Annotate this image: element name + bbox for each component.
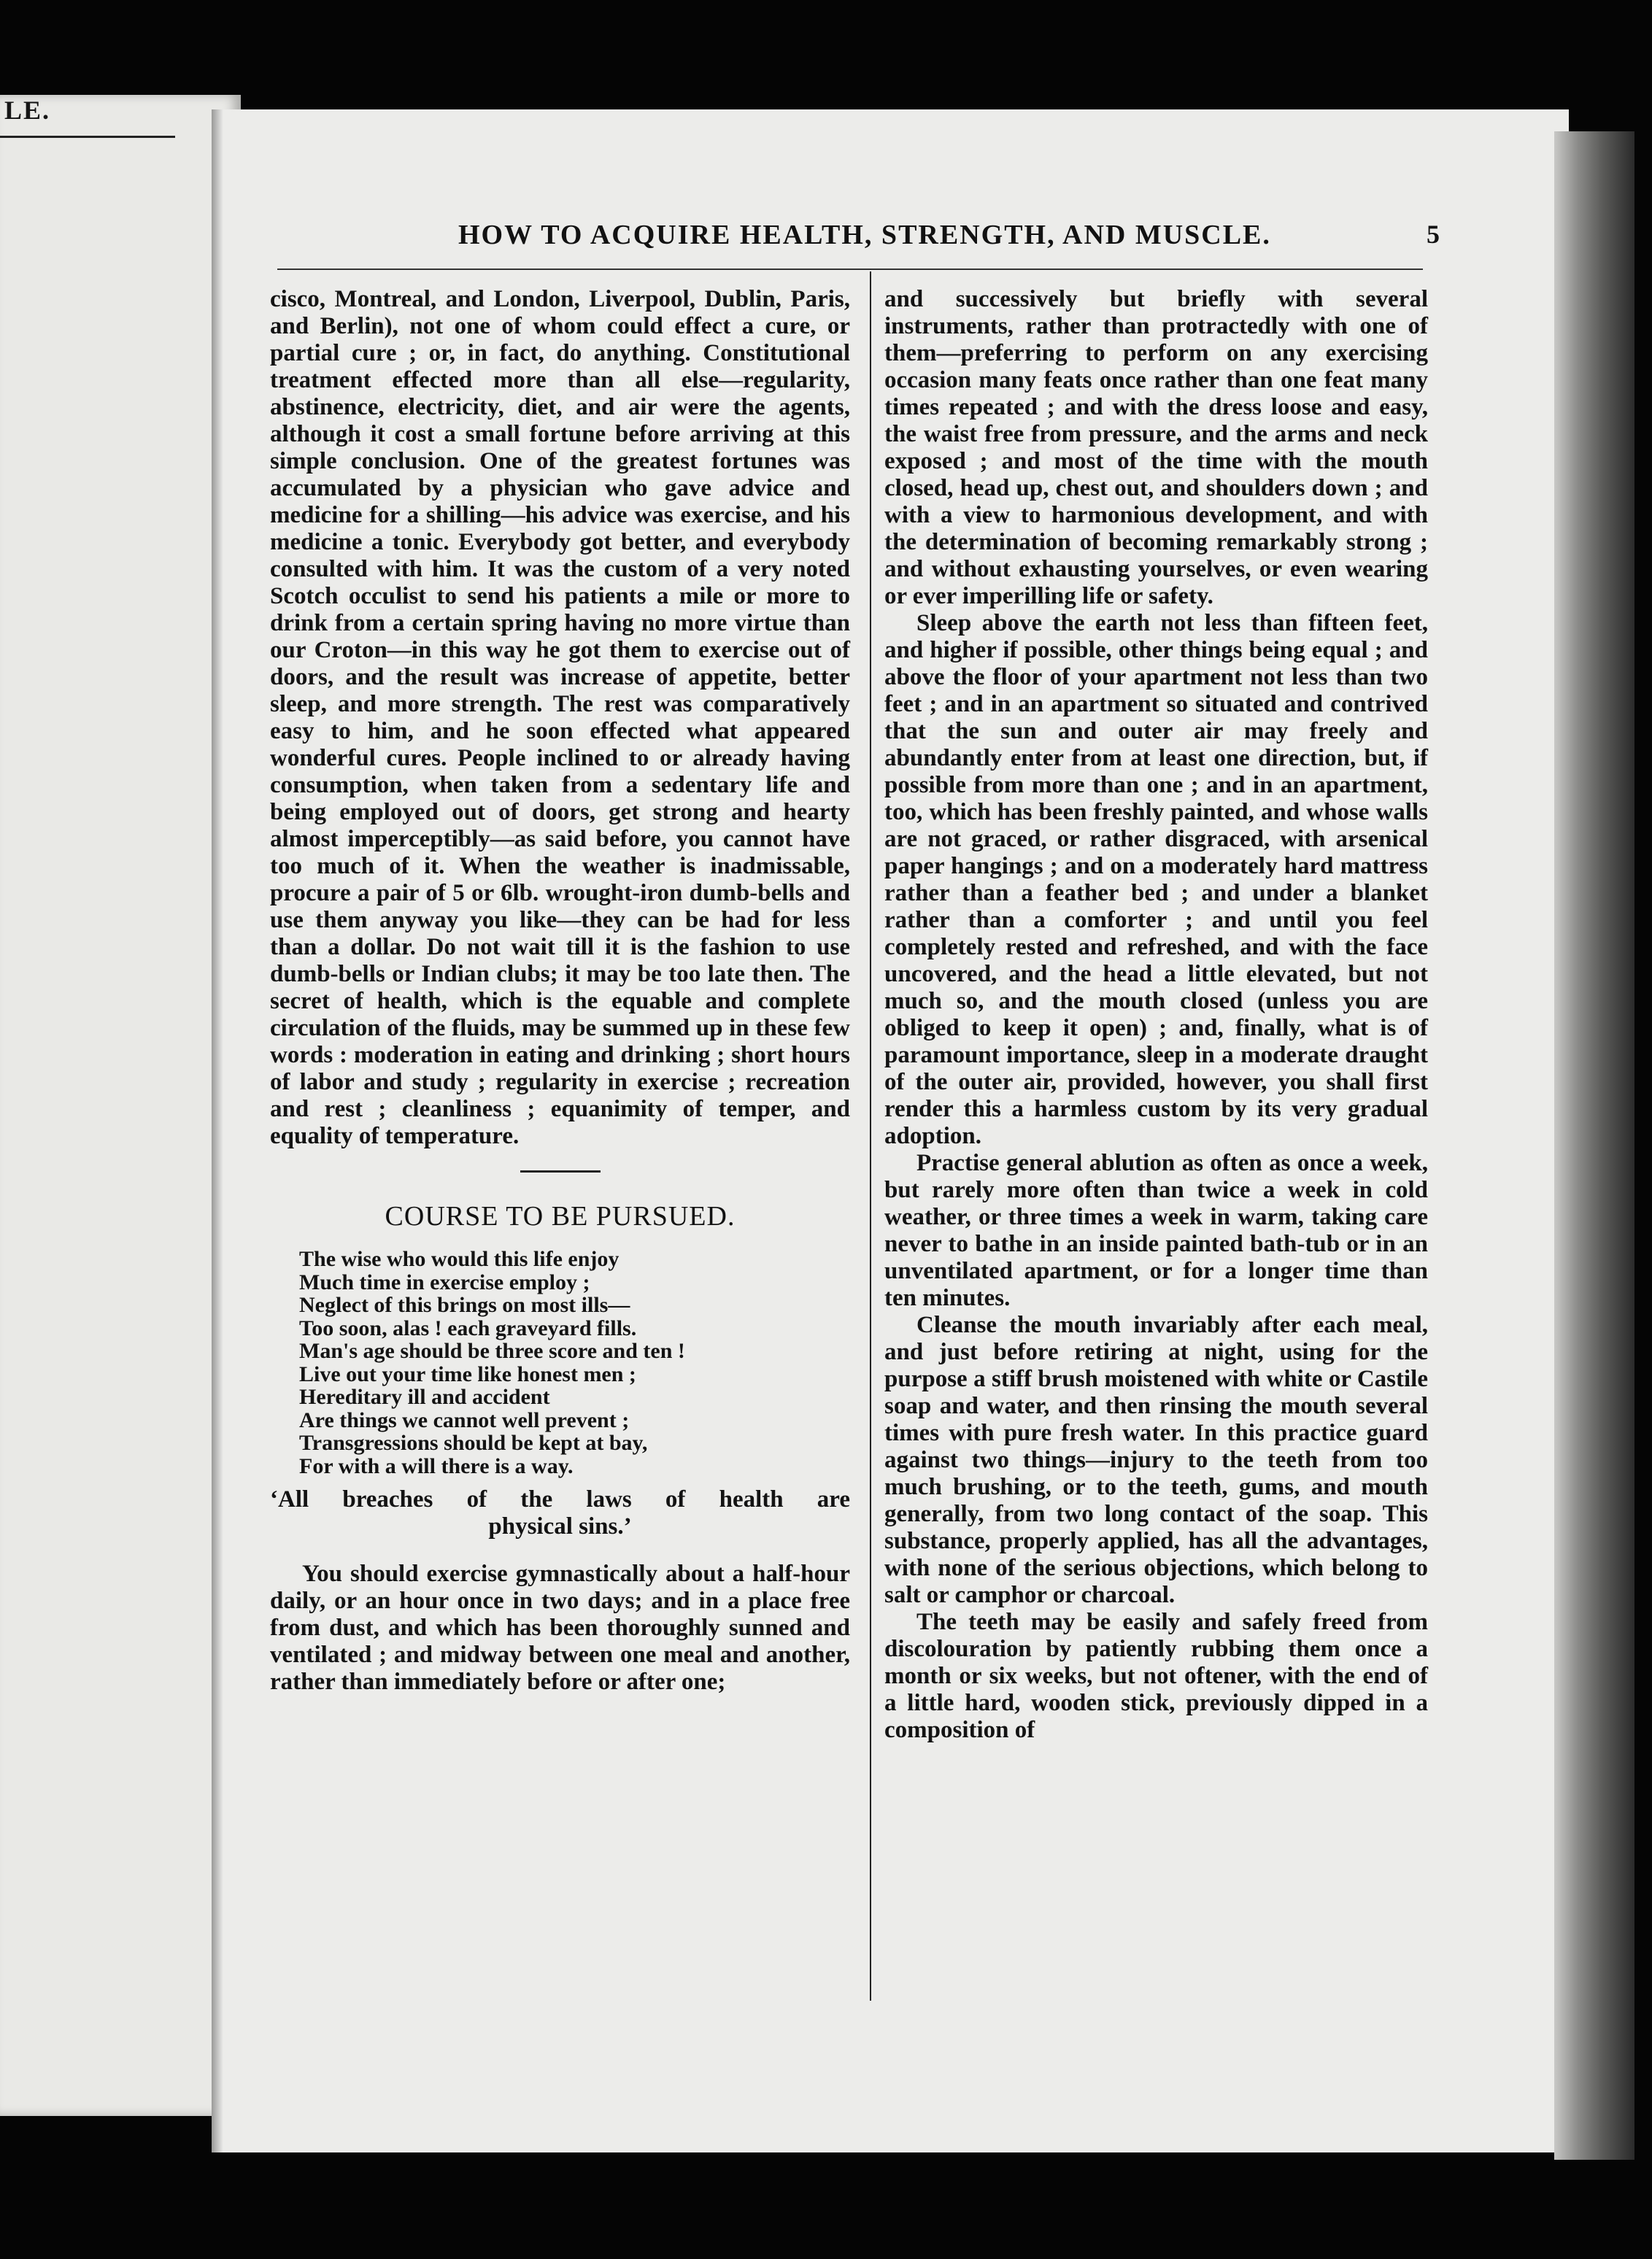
facing-page-header: LE.	[4, 96, 51, 125]
running-head: HOW TO ACQUIRE HEALTH, STRENGTH, AND MUSCLE.	[458, 220, 1271, 250]
poem-line: Neglect of this brings on most ills—	[299, 1293, 630, 1317]
poem-line: Transgressions should be kept at bay,	[299, 1431, 648, 1455]
quote-line-1: ‘All breaches of the laws of health are	[270, 1486, 850, 1513]
header-rule	[277, 269, 1423, 270]
page-gutter-shadow	[212, 109, 223, 2152]
right-paragraph-3: Practise general ablution as often as once a week, but rarely more often than twice a week in cold weather, or three times a week in warm, taking care never to bathe in an inside painted bath-tub or in an unventilated apartment, or for a longer time than ten minutes.	[884, 1150, 1428, 1311]
section-title: COURSE TO BE PURSUED.	[385, 1201, 736, 1232]
right-paragraph-4: Cleanse the mouth invariably after each meal, and just before retiring at night, using for the purpose a stiff brush moistened with white or Castile soap and water, and then rinsing the mouth several times with pure fresh water. In this practice guard against two things—injury to the teeth from too much brushing, or to the teeth, gums, and mouth generally, from two long contact of the soap. This substance, properly applied, has all the advantages, with none of the serious objections, which belong to salt or camphor or charcoal.	[884, 1312, 1428, 1608]
left-column	[270, 286, 850, 1696]
quote-line-2: physical sins.’	[488, 1513, 632, 1540]
poem	[299, 1248, 850, 1478]
quote	[270, 1486, 850, 1540]
poem-line: Man's age should be three score and ten !	[299, 1339, 685, 1363]
poem-line: Too soon, alas ! each graveyard fills.	[299, 1316, 637, 1340]
facing-page	[0, 95, 241, 2116]
poem-line: Live out your time like honest men ;	[299, 1362, 636, 1386]
poem-line: Hereditary ill and accident	[299, 1385, 550, 1409]
facing-page-rule	[0, 136, 175, 138]
poem-line: For with a will there is a way.	[299, 1453, 574, 1478]
right-paragraph-1: and successively but briefly with several instruments, rather than protractedly with one of them—preferring to perform on any exercising occasion many feats once rather than one feat many times repeated ; and with the dress loose and easy, the waist free from pressure, and the arms and neck exposed ; and most of the time with the mouth closed, head up, chest out, and shoulders down ; and with a view to harmonious development, and with the determination of becoming remarkably strong ; and without exhausting yourselves, or even wearing or ever imperilling life or safety.	[884, 286, 1428, 609]
right-column	[884, 286, 1428, 1744]
left-paragraph-2: You should exercise gymnastically about a half-hour daily, or an hour once in two days; and in a place free from dust, and which has been thoroughly sunned and ventilated ; and midway between one meal and another, rather than immediately before or after one;	[270, 1561, 850, 1695]
right-paragraph-2: Sleep above the earth not less than fifteen feet, and higher if possible, other things being equal ; and above the floor of your apartment not less than two feet ; and in an apartment so situated and contrived that the sun and outer air may freely and abundantly enter from at least one direction, but, if possible from more than one ; and in an apartment, too, which has been freshly painted, and whose walls are not graced, or rather disgraced, with arsenical paper hangings ; and on a moderately hard mattress rather than a feather bed ; and under a blanket rather than a comforter ; and until you feel completely rested and refreshed, and with the face uncovered, and the head a little elevated, but not much so, and the mouth closed (unless you are obliged to keep it open) ; and, finally, what is of paramount importance, sleep in a moderate draught of the outer air, provided, however, you shall first render this a harmless custom by its very gradual adoption.	[884, 610, 1428, 1149]
page-number: 5	[1427, 220, 1440, 249]
right-paragraph-5: The teeth may be easily and safely freed from discolouration by patiently rubbing them once a month or six weeks, but not oftener, with the end of a little hard, wooden stick, previously dipped in a composition of	[884, 1609, 1428, 1743]
poem-line: Much time in exercise employ ;	[299, 1270, 590, 1294]
section-rule	[520, 1170, 601, 1173]
poem-line: The wise who would this life enjoy	[299, 1247, 620, 1271]
column-divider	[870, 271, 871, 2001]
poem-line: Are things we cannot well prevent ;	[299, 1407, 630, 1432]
left-paragraph-1: cisco, Montreal, and London, Liverpool, Dublin, Paris, and Berlin), not one of whom could effect a cure, or partial cure ; or, in fact, do anything. Constitutional treatment effected more than all else—regularity, abstinence, electricity, diet, and air were the agents, although it cost a small fortune before arriving at this simple conclusion. One of the greatest fortunes was accumulated by a physician who gave advice and medicine for a shilling—his advice was exercise, and his medicine a tonic. Everybody got better, and everybody consulted with him. It was the custom of a very noted Scotch occulist to send his patients a mile or more to drink from a certain spring having no more virtue than our Croton—in this way he got them to exercise out of doors, and the result was increase of appetite, better sleep, and more strength. The rest was comparatively easy to him, and he soon effected what appeared wonderful cures. People inclined to or already having consumption, when taken from a sedentary life and being employed out of doors, get strong and hearty almost imperceptibly—as said before, you cannot have too much of it. When the weather is inadmissable, procure a pair of 5 or 6lb. wrought-iron dumb-bells and use them anyway you like—they can be had for less than a dollar. Do not wait till it is the fashion to use dumb-bells or Indian clubs; it may be too late then. The secret of health, which is the equable and complete circulation of the fluids, may be summed up in these few words : moderation in eating and drinking ; short hours of labor and study ; regularity in exercise ; recreation and rest ; cleanliness ; equanimity of temper, and equality of temperature.	[270, 286, 850, 1149]
